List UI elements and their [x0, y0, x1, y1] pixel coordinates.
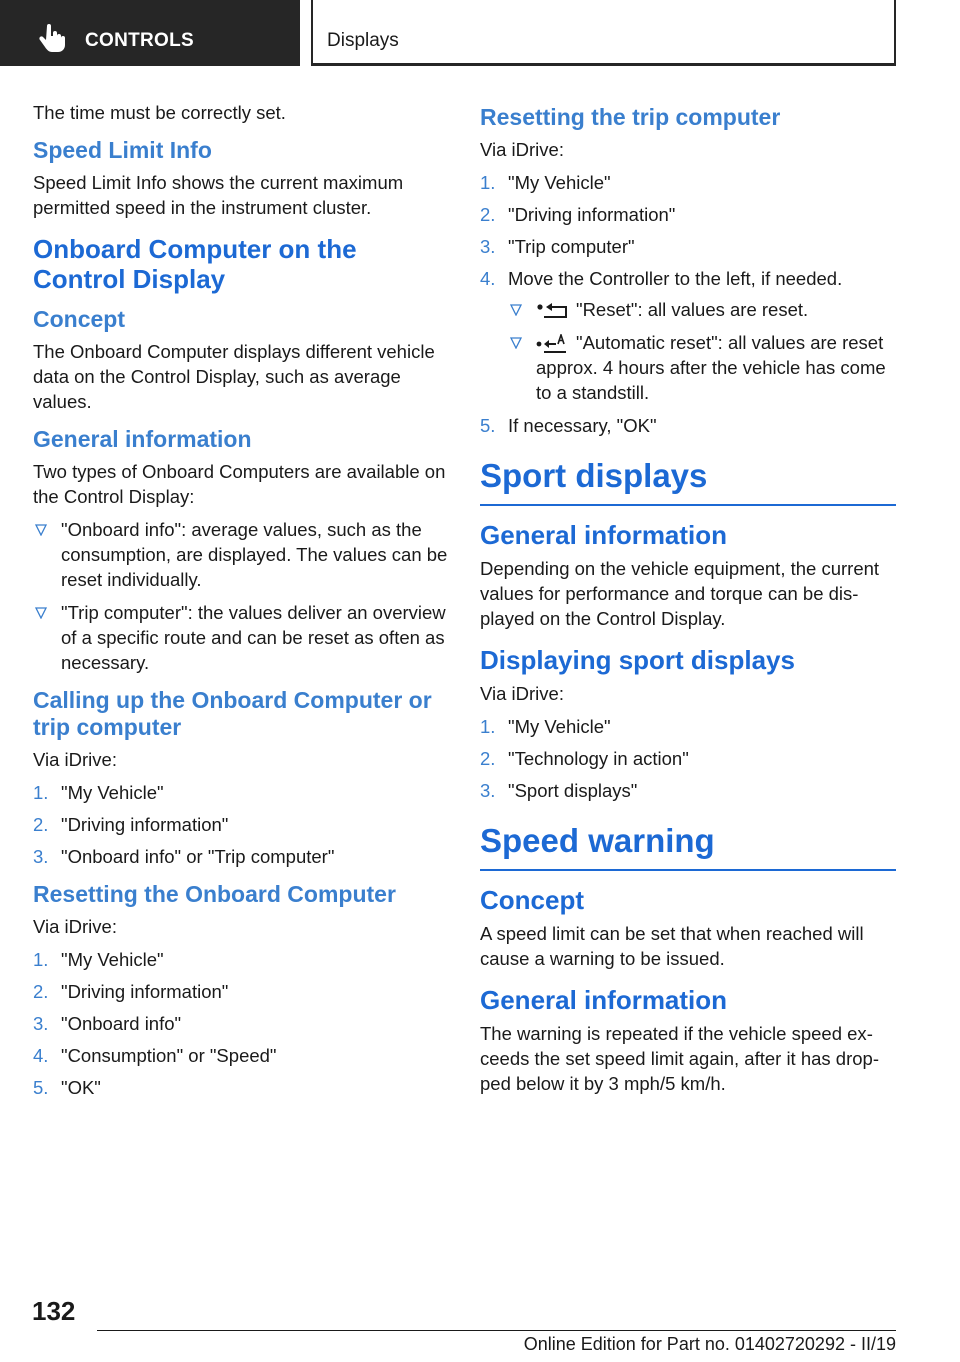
list-item [33, 979, 448, 1004]
concept-text: The Onboard Computer displays different vehicle data on the Control Display, such as average values. [33, 341, 435, 412]
hand-pointer-icon [38, 24, 68, 52]
list-item [33, 844, 448, 869]
heading-calling-up: Calling up the Onboard Computer or trip computer [33, 687, 432, 740]
list-item [33, 1043, 448, 1068]
chapter-label: Displays [327, 30, 399, 51]
calling-steps [33, 780, 448, 869]
step-number: 3. [33, 846, 49, 867]
step-number: 3. [480, 780, 496, 801]
step-number: 2. [33, 981, 49, 1002]
automatic-reset-option-text: "Automatic reset": all values are reset approx. 4 hours after the vehicle has come to a standstill. [536, 332, 886, 403]
list-item [33, 947, 448, 972]
heading-general-information: General information [480, 520, 728, 550]
step-number: 3. [33, 1013, 49, 1034]
list-item [33, 600, 448, 675]
step-number: 1. [33, 949, 49, 970]
step-text: Move the Controller to the left, if needed. [508, 268, 843, 289]
step-text: "My Vehicle" [61, 949, 164, 970]
footer-divider [97, 1330, 896, 1331]
step-text: "Trip computer" [508, 236, 635, 257]
step-text: "Driving information" [61, 981, 229, 1002]
heading-displaying-sport-displays: Displaying sport displays [480, 645, 795, 675]
list-item [480, 778, 896, 803]
step-number: 2. [33, 814, 49, 835]
edition-text: Online Edition for Part no. 01402720292 - II/19 [523, 1334, 896, 1354]
reset-icon [536, 301, 570, 321]
list-item [508, 297, 896, 322]
triangle-bullet-icon [35, 607, 47, 619]
page-footer [0, 1290, 960, 1362]
heading-concept: Concept [33, 306, 125, 332]
heading-resetting-trip: Resetting the trip computer [480, 104, 781, 130]
list-item [33, 517, 448, 592]
via-idrive-text: Via iDrive: [480, 139, 564, 160]
step-number: 5. [480, 415, 496, 436]
heading-onboard-computer: Onboard Computer on the Control Display [33, 234, 357, 294]
general-information-text: Two types of Onboard Computers are available on the Control Display: [33, 461, 446, 507]
automatic-reset-icon [536, 334, 570, 354]
heading-resetting-onboard: Resetting the Onboard Computer [33, 881, 396, 907]
list-item [480, 170, 896, 195]
right-column [480, 100, 896, 1104]
step-text: "OK" [61, 1077, 101, 1098]
sport-displays-steps [480, 714, 896, 803]
step-text: "My Vehicle" [61, 782, 164, 803]
list-item [480, 714, 896, 739]
step-text: "Technology in action" [508, 748, 689, 769]
section-label: CONTROLS [85, 30, 195, 51]
sport-general-text: Depending on the vehicle equipment, the current values for performance and torque can be displayed on the Control Display. [480, 558, 880, 629]
intro-text: The time must be correctly set. [33, 102, 286, 123]
step-text: "Driving information" [61, 814, 229, 835]
step-number: 2. [480, 748, 496, 769]
list-item [480, 266, 896, 405]
reset-option-text: "Reset": all values are reset. [576, 299, 809, 320]
list-item [33, 1011, 448, 1036]
list-item [480, 202, 896, 227]
section-tab-controls[interactable] [0, 0, 300, 66]
speed-warning-general-text: The warning is repeated if the vehicle speed exceeds the set speed limit again, after it has dropped below it by 3 mph/5 km/h. [480, 1023, 880, 1094]
step-text: "My Vehicle" [508, 172, 611, 193]
bullet-text: "Trip computer": the values deliver an overview of a specific route and can be reset as often as necessary. [61, 602, 446, 673]
computer-types-list [33, 517, 448, 675]
via-idrive-text: Via iDrive: [33, 916, 117, 937]
list-item [33, 812, 448, 837]
triangle-bullet-icon [35, 524, 47, 536]
step-number: 2. [480, 204, 496, 225]
step-number: 4. [33, 1045, 49, 1066]
page-header [0, 0, 960, 66]
speed-limit-info-text: Speed Limit Info shows the current maximum permitted speed in the instrument cluster. [33, 172, 404, 218]
reset-options-list [508, 297, 896, 405]
heading-sport-displays: Sport displays [480, 456, 896, 506]
step-text: "Driving information" [508, 204, 676, 225]
heading-speed-limit-info: Speed Limit Info [33, 137, 212, 163]
speed-warning-concept-text: A speed limit can be set that when reached will cause a warning to be issued. [480, 923, 864, 969]
step-number: 1. [480, 716, 496, 737]
step-text: "Sport displays" [508, 780, 638, 801]
list-item [480, 746, 896, 771]
list-item [508, 330, 896, 405]
heading-speed-warning: Speed warning [480, 821, 896, 871]
resetting-onboard-steps [33, 947, 448, 1100]
triangle-bullet-icon [510, 304, 522, 316]
step-number: 3. [480, 236, 496, 257]
step-text: "Onboard info" [61, 1013, 182, 1034]
step-text: "Consumption" or "Speed" [61, 1045, 277, 1066]
step-text: "My Vehicle" [508, 716, 611, 737]
resetting-trip-steps [480, 170, 896, 438]
list-item [480, 234, 896, 259]
step-number: 1. [480, 172, 496, 193]
heading-general-information: General information [480, 985, 728, 1015]
heading-concept: Concept [480, 885, 584, 915]
list-item [33, 1075, 448, 1100]
step-text: "Onboard info" or "Trip computer" [61, 846, 335, 867]
via-idrive-text: Via iDrive: [480, 683, 564, 704]
chapter-tab-displays[interactable] [311, 0, 896, 66]
left-column [33, 100, 448, 1107]
triangle-bullet-icon [510, 337, 522, 349]
list-item [33, 780, 448, 805]
step-number: 1. [33, 782, 49, 803]
step-text: If necessary, "OK" [508, 415, 657, 436]
bullet-text: "Onboard info": average values, such as the consumption, are displayed. The values can be reset individually. [61, 519, 448, 590]
list-item [480, 413, 896, 438]
via-idrive-text: Via iDrive: [33, 749, 117, 770]
step-number: 5. [33, 1077, 49, 1098]
page-number: 132 [32, 1296, 76, 1326]
step-number: 4. [480, 268, 496, 289]
heading-general-information: General information [33, 426, 252, 452]
